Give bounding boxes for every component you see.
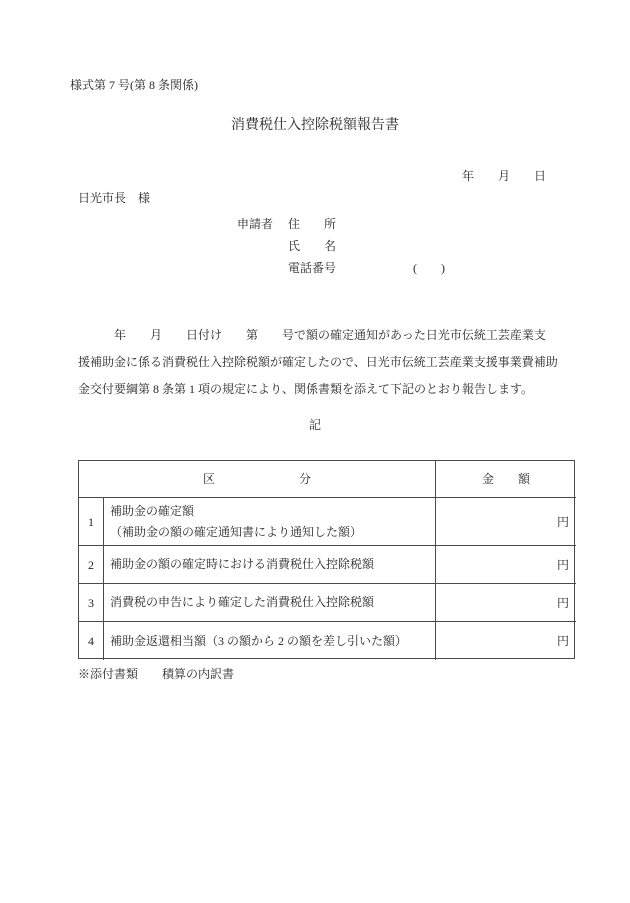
table-header-amount: 金 額: [436, 461, 576, 498]
body-paragraph-line-1: 年 月 日付け 第 号で額の確定通知があった日光市伝統工芸産業支: [78, 328, 546, 342]
table-row-1-category-line-1: 補助金の確定額: [110, 503, 195, 518]
table-row-3-category: [104, 584, 436, 622]
report-table: [78, 460, 575, 659]
applicant-name-label: 氏 名: [288, 239, 337, 253]
table-row-2-amount-unit: 円: [436, 546, 576, 584]
table-row-4-number: 4: [79, 622, 104, 660]
table-row-2-category: [104, 546, 436, 584]
table-header-category: 区 分: [79, 461, 436, 498]
applicant-label: 申請者: [237, 217, 274, 231]
document-title: 消費税仕入控除税額報告書: [231, 118, 399, 133]
phone-number-parens: ( ): [413, 261, 445, 275]
table-row-4-amount-unit: 円: [556, 634, 569, 648]
attachment-note: ※添付書類 積算の内訳書: [78, 667, 235, 681]
applicant-address-label: 住 所: [288, 217, 337, 231]
table-row-1-category: [104, 498, 436, 546]
table-row-1-category-line-2: （補助金の額の確定通知書により通知した額）: [110, 524, 363, 539]
table-row-3-number: 3: [79, 584, 104, 622]
table-row-2-category-line-1: 補助金の額の確定時における消費税仕入控除税額: [110, 557, 375, 571]
table-row-3-category-line-1: 消費税の申告により確定した消費税仕入控除税額: [110, 595, 375, 609]
date-line: 年 月 日: [461, 169, 546, 183]
addressee-mayor: 日光市長 様: [78, 191, 151, 205]
applicant-phone-label: 電話番号: [288, 261, 337, 275]
table-row-2-number: 2: [79, 546, 104, 584]
body-paragraph-line-2: 援補助金に係る消費税仕入控除税額が確定したので、日光市伝統工芸産業支援事業費補助: [78, 355, 558, 369]
table-row-4-category: [104, 622, 436, 660]
table-row-1-amount-unit: 円: [436, 498, 576, 546]
record-mark: 記: [308, 418, 321, 432]
table-row-1-number: 1: [79, 498, 104, 546]
table-row-4-category-line-1: 補助金返還相当額（3 の額から 2 の額を差し引いた額）: [110, 633, 408, 648]
table-row-3-amount-unit: 円: [436, 584, 576, 622]
form-number: 様式第 7 号(第 8 条関係): [70, 78, 198, 92]
body-paragraph-line-3: 金交付要綱第 8 条第 1 項の規定により、関係書類を添えて下記のとおり報告します。: [78, 382, 534, 396]
